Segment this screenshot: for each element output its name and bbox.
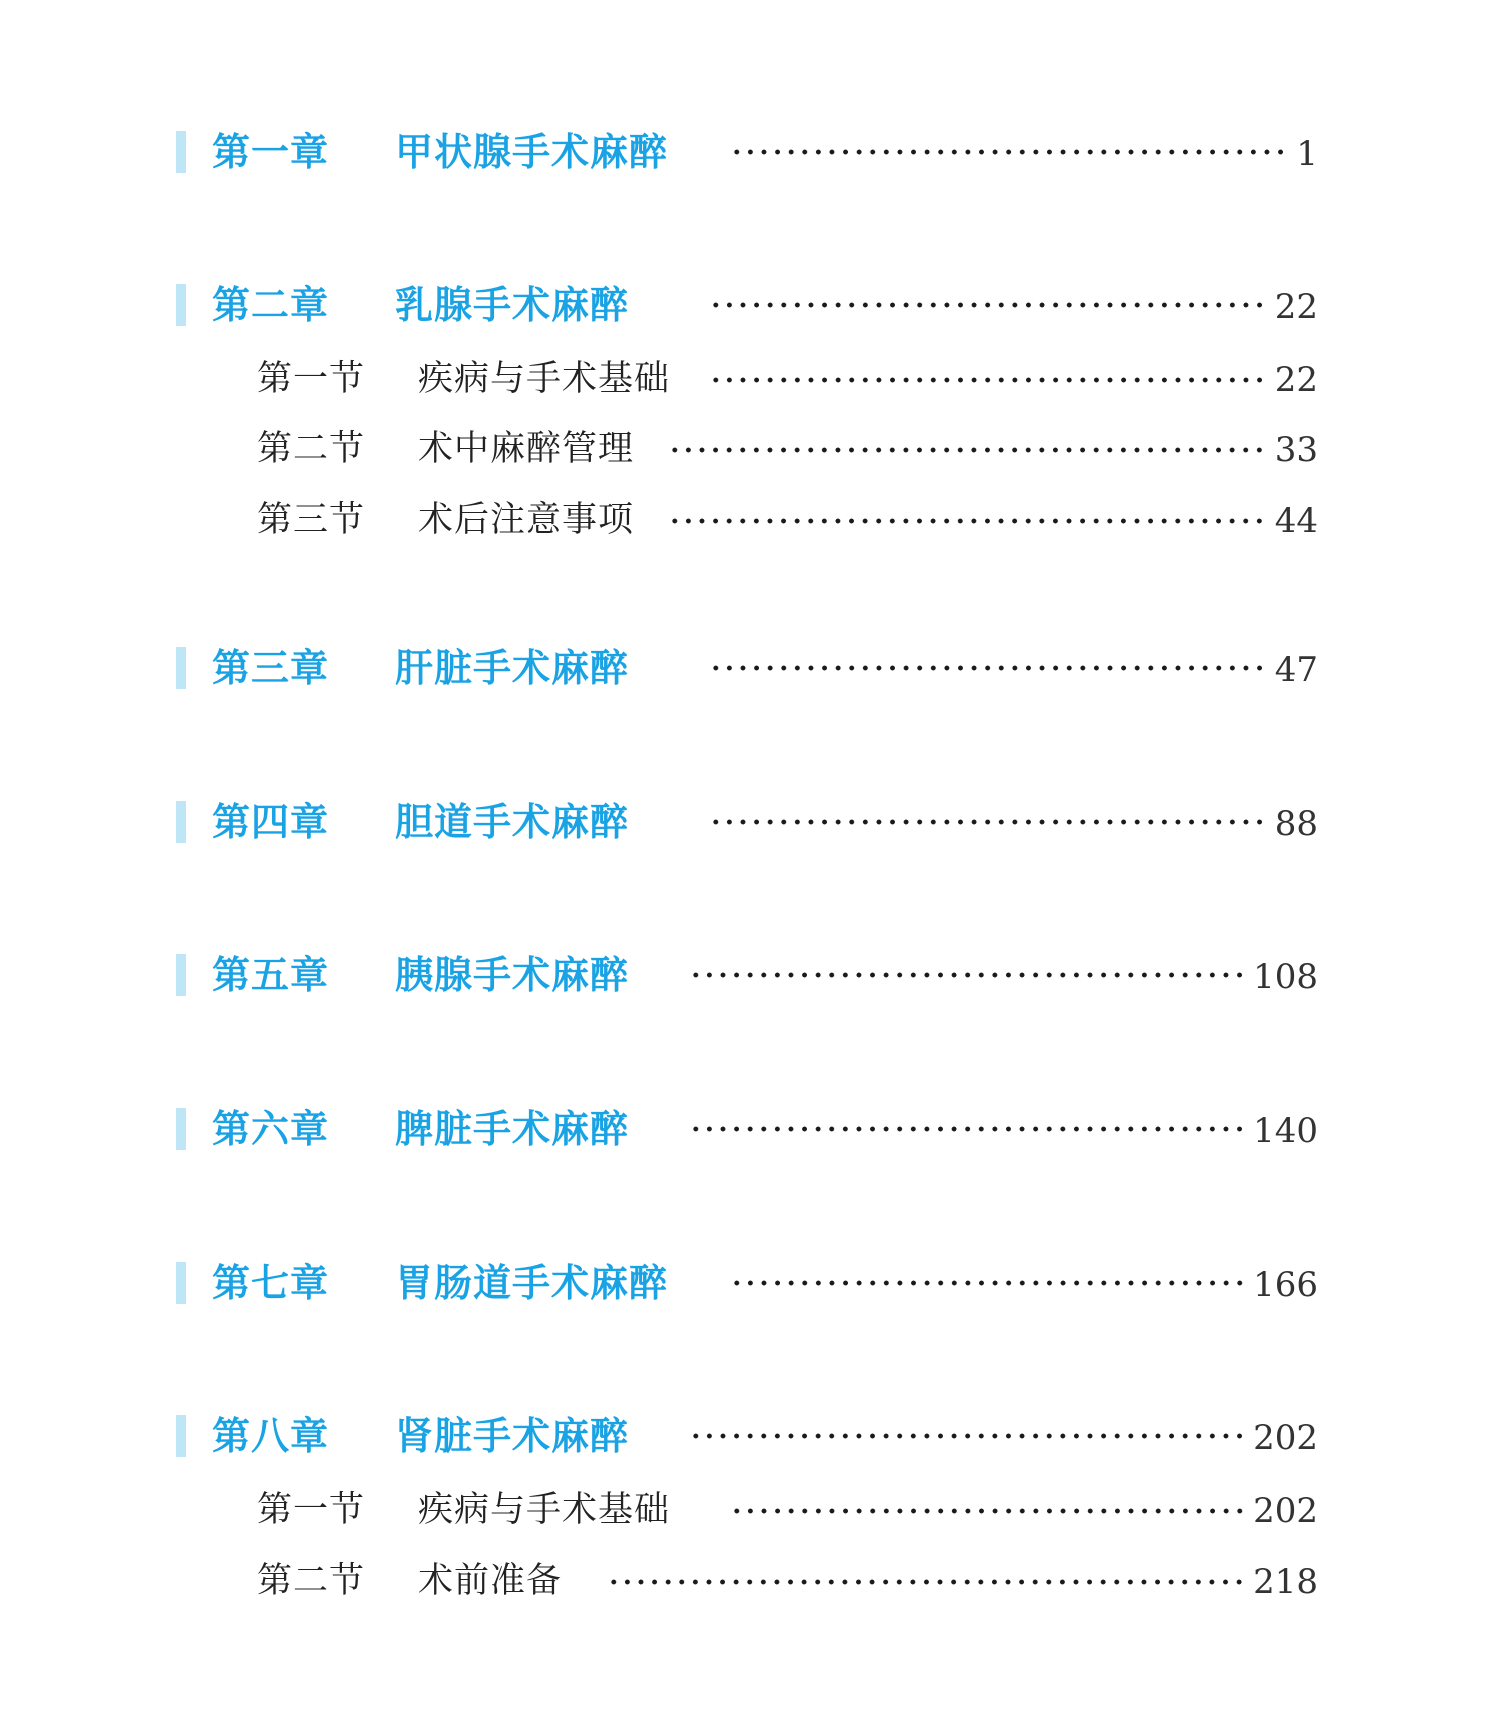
- dot-leader: [709, 819, 1267, 825]
- page-number: 47: [1274, 650, 1318, 690]
- chapter-title: 甲状腺手术麻醉: [395, 130, 669, 174]
- chapter-title: 肾脏手术麻醉: [395, 1414, 630, 1458]
- section-title: 术中麻醉管理: [418, 429, 635, 469]
- page-number: 166: [1253, 1265, 1318, 1305]
- dot-leader: [689, 1433, 1247, 1439]
- dot-leader: [709, 377, 1267, 383]
- chapter-marker-bar: [176, 647, 186, 689]
- dot-leader: [709, 665, 1267, 671]
- dot-leader: [709, 302, 1267, 308]
- section-title: 术前准备: [418, 1561, 563, 1601]
- chapter-marker-bar: [176, 1262, 186, 1304]
- section-number: 第一节: [257, 1490, 366, 1530]
- section-number: 第三节: [257, 500, 366, 540]
- page-number: 22: [1274, 360, 1318, 400]
- chapter-marker-bar: [176, 954, 186, 996]
- chapter-number: 第七章: [212, 1261, 330, 1305]
- page-number: 202: [1253, 1418, 1318, 1458]
- dot-leader: [730, 149, 1288, 155]
- chapter-number: 第三章: [212, 646, 330, 690]
- chapter-marker-bar: [176, 284, 186, 326]
- dot-leader: [668, 518, 1267, 524]
- page-number: 33: [1274, 430, 1318, 470]
- chapter-number: 第四章: [212, 800, 330, 844]
- dot-leader: [689, 1126, 1247, 1132]
- chapter-title: 脾脏手术麻醉: [395, 1107, 630, 1151]
- section-number: 第二节: [257, 1561, 366, 1601]
- chapter-title: 肝脏手术麻醉: [395, 646, 630, 690]
- section-title: 疾病与手术基础: [418, 359, 671, 399]
- page-number: 108: [1253, 957, 1318, 997]
- dot-leader: [730, 1280, 1247, 1286]
- page-number: 140: [1253, 1111, 1318, 1151]
- chapter-number: 第八章: [212, 1414, 330, 1458]
- section-number: 第一节: [257, 359, 366, 399]
- chapter-marker-bar: [176, 801, 186, 843]
- chapter-number: 第五章: [212, 953, 330, 997]
- dot-leader: [607, 1579, 1247, 1585]
- chapter-number: 第六章: [212, 1107, 330, 1151]
- chapter-title: 胆道手术麻醉: [395, 800, 630, 844]
- page-number: 218: [1253, 1562, 1318, 1602]
- chapter-title: 胰腺手术麻醉: [395, 953, 630, 997]
- page-number: 1: [1296, 134, 1318, 174]
- chapter-title: 乳腺手术麻醉: [395, 283, 630, 327]
- chapter-number: 第二章: [212, 283, 330, 327]
- page-number: 22: [1274, 287, 1318, 327]
- chapter-marker-bar: [176, 1415, 186, 1457]
- chapter-title: 胃肠道手术麻醉: [395, 1261, 669, 1305]
- page-number: 88: [1274, 804, 1318, 844]
- page-number: 44: [1274, 501, 1318, 541]
- chapter-number: 第一章: [212, 130, 330, 174]
- page-number: 202: [1253, 1491, 1318, 1531]
- chapter-marker-bar: [176, 1108, 186, 1150]
- dot-leader: [668, 447, 1267, 453]
- dot-leader: [730, 1508, 1247, 1514]
- section-title: 术后注意事项: [418, 500, 635, 540]
- chapter-marker-bar: [176, 131, 186, 173]
- section-number: 第二节: [257, 429, 366, 469]
- dot-leader: [689, 972, 1247, 978]
- section-title: 疾病与手术基础: [418, 1490, 671, 1530]
